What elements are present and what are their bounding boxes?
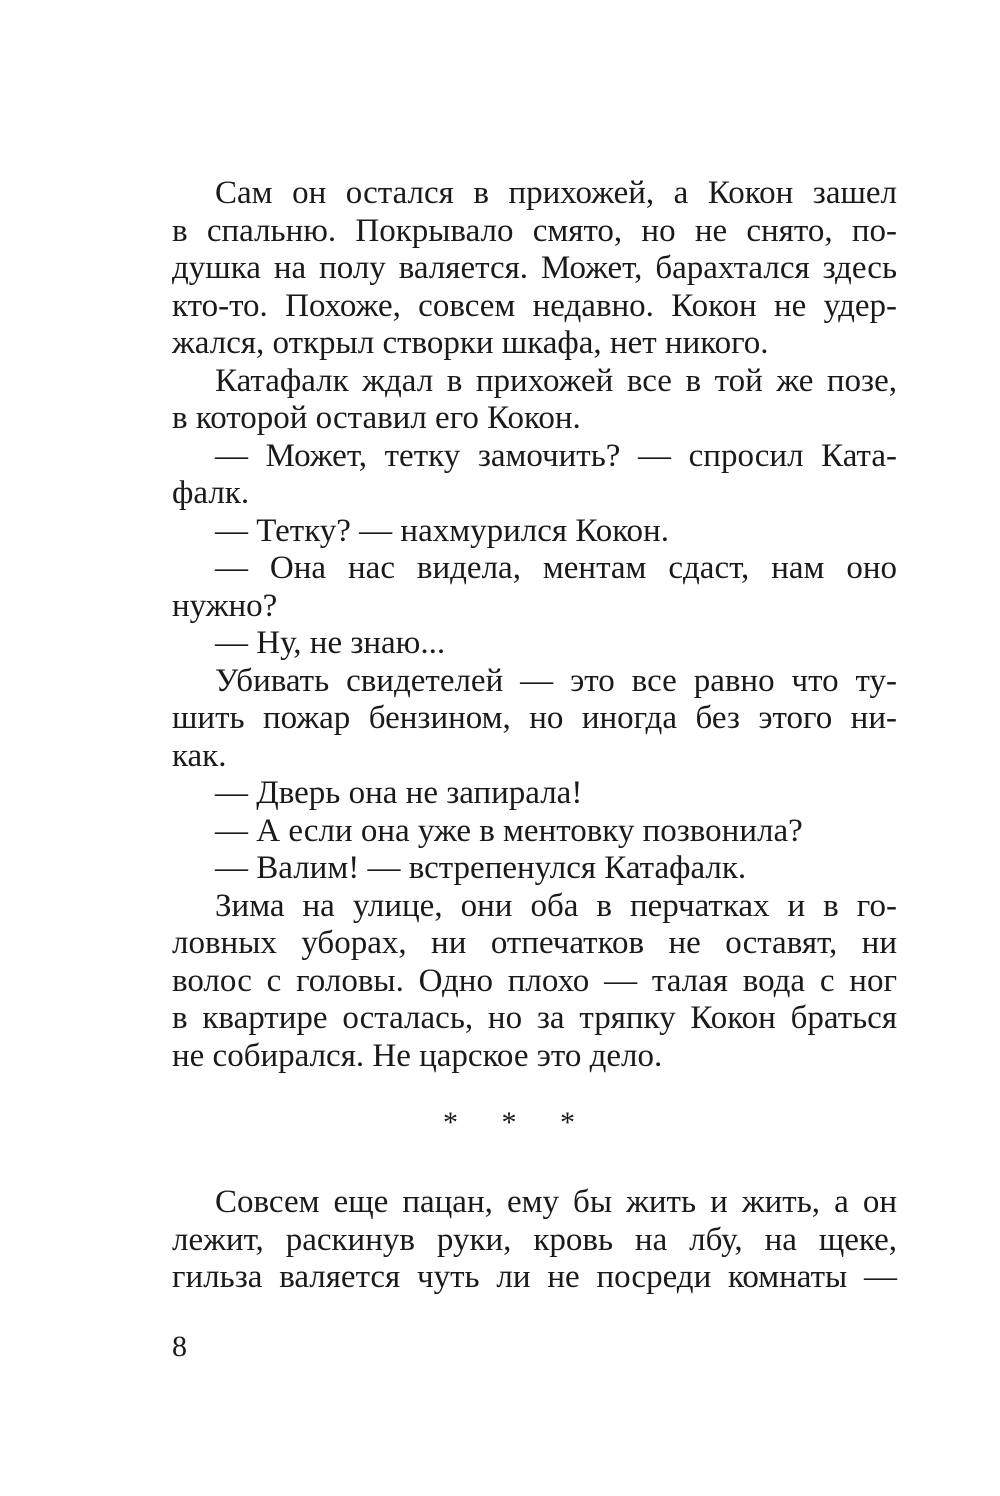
text-line: — Дверь она не запирала! — [215, 775, 583, 811]
text-line: — Тетку? — нахмурился Кокон. — [215, 512, 669, 549]
text-line: душка на полу валяется. Может, барахтался здесь — [172, 250, 897, 286]
text-line: — Ну, не знаю... — [215, 625, 446, 661]
text-line: — А если она уже в ментовку позвонила? — [215, 812, 803, 849]
text-line: — Может, тетку замочить? — спросил Ката- — [215, 437, 897, 474]
text-line: в квартире осталась, но за тряпку Кокон браться — [172, 1000, 897, 1036]
text-line: Совсем еще пацан, ему бы жить и жить, а он — [215, 1184, 897, 1220]
text-line: Катафалк ждал в прихожей все в той же позе, — [215, 362, 897, 399]
text-line: шить пожар бензином, но иногда без этого ни- — [172, 700, 897, 736]
text-line: в спальню. Покрывало смято, но не снято, по- — [172, 212, 897, 249]
text-block-2 — [172, 1184, 897, 1297]
text-line: Сам он остался в прихожей, а Кокон зашел — [215, 175, 897, 211]
text-line: Зима на улице, они оба в перчатках и в го- — [215, 887, 897, 924]
text-line: как. — [172, 737, 227, 774]
text-line: жался, открыл створки шкафа, нет никого. — [172, 325, 769, 361]
text-line: ловных уборах, ни отпечатков не оставят, ни — [172, 925, 897, 961]
text-line: не собирался. Не царское это дело. — [172, 1037, 663, 1074]
text-line: гильза валяется чуть ли не посреди комнаты — — [172, 1259, 897, 1295]
section-separator: * * * — [443, 1106, 593, 1139]
text-line: — Валим! — встрепенулся Катафалк. — [215, 850, 747, 886]
text-line: кто-то. Похоже, совсем недавно. Кокон не удер- — [172, 287, 897, 324]
text-line: нужно? — [172, 587, 278, 624]
text-line: Убивать свидетелей — это все равно что ту- — [215, 662, 897, 699]
text-block-1 — [172, 175, 897, 1075]
text-line: волос с головы. Одно плохо — талая вода с ног — [172, 962, 897, 999]
text-line: фалк. — [172, 475, 250, 511]
text-line: лежит, раскинув руки, кровь на лбу, на щеке, — [172, 1221, 897, 1258]
text-line: в которой оставил его Кокон. — [172, 400, 581, 436]
page-number: 8 — [172, 1330, 187, 1363]
text-line: — Она нас видела, ментам сдаст, нам оно — [215, 550, 897, 586]
